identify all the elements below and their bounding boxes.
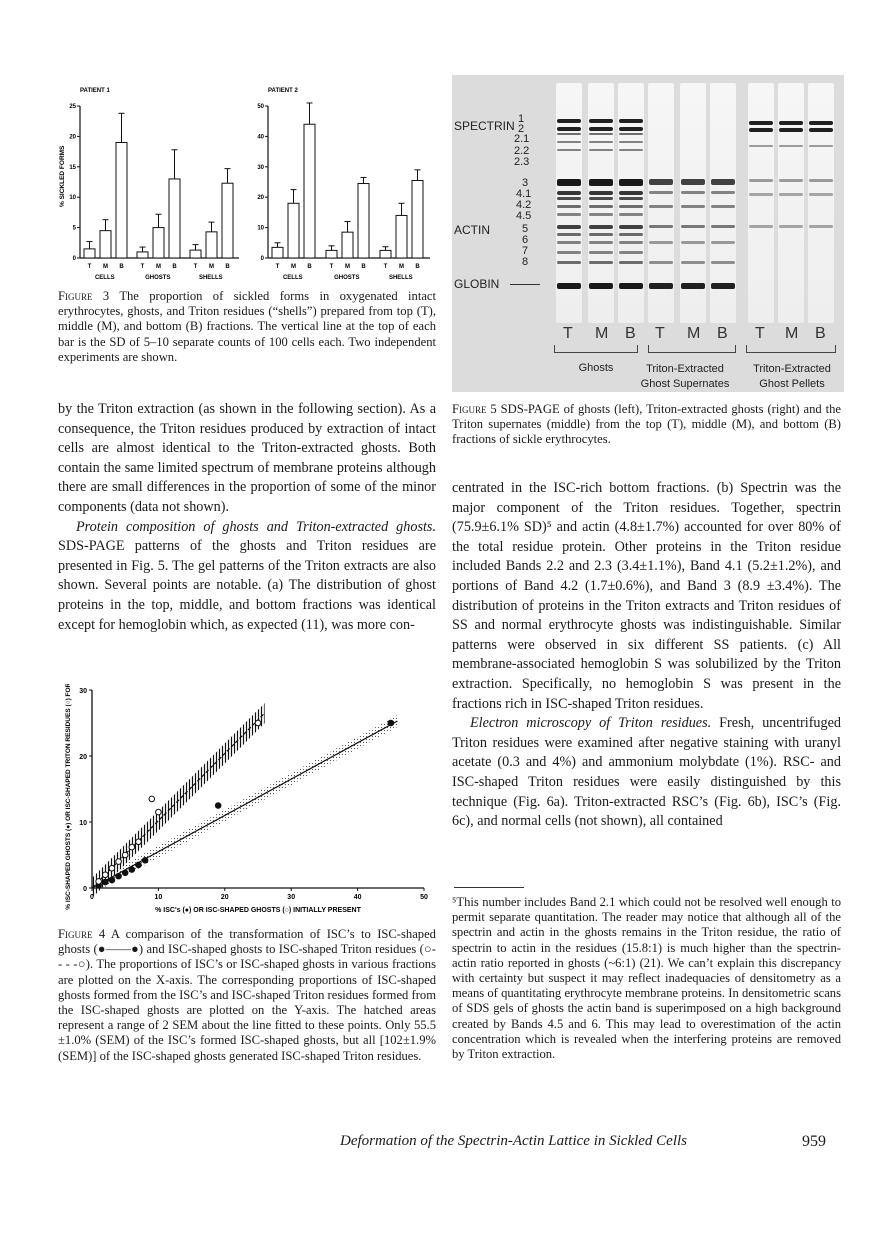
gel-band — [557, 127, 581, 131]
y-axis-label: % SICKLED FORMS — [59, 145, 66, 207]
figure-3-chart — [58, 82, 438, 290]
gel-band — [589, 197, 613, 200]
bar — [288, 203, 299, 258]
gel-band — [779, 179, 803, 182]
bar — [100, 231, 111, 258]
figure-4-chart — [62, 684, 440, 916]
gel-label-band-2-2: 2.2 — [514, 145, 530, 157]
bar — [412, 180, 423, 258]
gel-band — [619, 205, 643, 208]
gel-band — [557, 233, 581, 236]
gel-label-band-2: 2 — [518, 123, 525, 135]
lane-letter: T — [563, 325, 573, 342]
gel-band — [589, 127, 613, 131]
data-point-triton — [136, 839, 142, 845]
gel-label-band-5: 5 — [522, 223, 529, 235]
gel-band — [779, 225, 803, 228]
gel-band — [557, 213, 581, 216]
figure-3-caption-label: Figure 3 — [58, 289, 110, 303]
bar — [153, 228, 164, 258]
gel-band — [557, 197, 581, 200]
gel-band — [589, 141, 613, 143]
x-tick-label: 20 — [220, 894, 229, 901]
data-point-ghosts — [102, 879, 108, 885]
section-heading-electron-microscopy: Electron microscopy of Triton residues. — [470, 715, 712, 732]
bar-letter: B — [172, 264, 177, 270]
right-column-text — [452, 479, 841, 832]
group-label-ghosts: Ghosts — [578, 362, 614, 374]
group-label: SHELLS — [388, 275, 413, 281]
gel-band — [649, 179, 673, 185]
gel-band — [557, 149, 581, 151]
gel-label-globin: GLOBIN — [454, 277, 500, 291]
running-title: Deformation of the Spectrin-Actin Lattice in Sickled Cells — [340, 1133, 688, 1149]
gel-band — [749, 145, 773, 147]
lane-letter: B — [815, 325, 826, 342]
figure-5-caption-label: Figure 5 — [452, 402, 497, 416]
gel-band — [681, 179, 705, 185]
gel-band — [619, 179, 643, 186]
gel-band — [649, 241, 673, 244]
gel-band — [681, 261, 705, 264]
bar — [304, 124, 315, 258]
y-tick-label: 20 — [257, 195, 264, 202]
figure-5-caption — [452, 402, 841, 448]
gel-band — [711, 283, 735, 289]
gel-band — [619, 141, 643, 143]
gel-band — [589, 213, 613, 216]
bar — [222, 183, 233, 258]
bar-letter: T — [87, 264, 92, 270]
gel-band — [809, 225, 833, 228]
figure-4-caption — [58, 927, 436, 1064]
gel-band — [809, 193, 833, 196]
gel-band — [557, 261, 581, 264]
bar — [342, 232, 353, 258]
gel-band — [557, 225, 581, 229]
figure-3-panel-2 — [257, 88, 430, 281]
data-point-ghosts — [142, 857, 148, 863]
gel-band — [557, 191, 581, 195]
gel-band — [809, 145, 833, 147]
y-tick-label: 30 — [79, 688, 87, 695]
group-bracket-ghosts — [554, 345, 638, 353]
figure-3-panel-1 — [59, 88, 239, 281]
bar-letter: M — [209, 264, 214, 270]
y-axis-label: % ISC-SHAPED GHOSTS (●) OR ISC-SHAPED TRITON RESIDUES (○) FORMED — [65, 684, 72, 910]
gel-band — [619, 127, 643, 131]
gel-band — [619, 149, 643, 151]
x-tick-label: 30 — [287, 894, 296, 901]
left-paragraph-2 — [58, 518, 436, 636]
lane-letter: B — [625, 325, 636, 342]
data-point-ghosts — [122, 870, 128, 876]
bar — [137, 252, 148, 258]
lane-letter: T — [655, 325, 665, 342]
section-heading-protein-composition: Protein composition of ghosts and Triton-extracted ghosts. — [76, 518, 436, 535]
gel-lane — [648, 83, 674, 323]
gel-band — [619, 233, 643, 236]
y-tick-label: 25 — [69, 104, 76, 110]
x-tick-label: 0 — [90, 894, 94, 901]
gel-band — [779, 121, 803, 125]
figure-4 — [62, 684, 440, 916]
gel-band — [749, 193, 773, 196]
gel-band — [711, 261, 735, 264]
gel-band — [749, 128, 773, 132]
bar-letter: B — [119, 264, 124, 270]
group-label: GHOSTS — [145, 275, 171, 281]
bar — [169, 179, 180, 258]
lane-letter: B — [717, 325, 728, 342]
gel-lane — [556, 83, 582, 323]
y-tick-label: 10 — [69, 195, 76, 202]
panel-label: PATIENT 2 — [268, 88, 298, 94]
data-point-triton — [149, 796, 155, 802]
gel-band — [589, 149, 613, 151]
gel-band — [589, 283, 613, 289]
gel-band — [809, 179, 833, 182]
gel-band — [619, 119, 643, 123]
gel-band — [809, 128, 833, 132]
bar — [190, 250, 201, 258]
gel-band — [619, 251, 643, 254]
gel-label-actin: ACTIN — [454, 223, 490, 237]
gel-band — [711, 225, 735, 228]
gel-lane — [778, 83, 804, 323]
gel-lane — [618, 83, 644, 323]
data-point-ghosts — [116, 873, 122, 879]
group-label: SHELLS — [198, 275, 223, 281]
data-point-ghosts — [109, 877, 115, 883]
footnote-5: ⁵This number includes Band 2.1 which could not be resolved well enough to permit separate quantitation. The reader may notice that although all of the spectrin and actin in the ghosts remains in the Triton residue, the ratio of spectrin to actin in the residues (15.8:1) is much higher than the spectrin-actin ratio reported in ghosts (~6:1) (21). We can’t explain this discrepancy with certainty but suspect it may reflect inadequacies of densitometry as a means of quantitating erythrocyte membrane proteins. In densitometric scans of SDS gels of ghosts the actin band is superimposed on a high background created by Bands 4.5 and 6. This may lead to overestimation of the actin concentration which is revealed when the interfering proteins are removed by Triton extraction. — [452, 895, 841, 1062]
gel-label-band-2-1: 2.1 — [514, 133, 530, 145]
bar-letter: T — [140, 264, 145, 270]
lane-letter: T — [755, 325, 765, 342]
gel-band — [619, 225, 643, 229]
lane-letter: M — [687, 325, 701, 342]
left-column-text — [58, 400, 436, 635]
gel-label-band-3: 3 — [522, 177, 529, 189]
bar-letter: B — [307, 264, 312, 270]
data-point-ghosts — [215, 803, 221, 809]
gel-band — [589, 119, 613, 123]
y-tick-label: 50 — [257, 104, 264, 110]
gel-band — [589, 241, 613, 244]
y-tick-label: 20 — [69, 134, 76, 141]
group-bracket-supernates — [648, 345, 736, 353]
bar-letter: M — [156, 264, 161, 270]
gel-band — [619, 133, 643, 135]
gel-band — [557, 241, 581, 244]
x-tick-label: 40 — [353, 894, 362, 901]
gel-label-band-6: 6 — [522, 234, 529, 246]
data-point-ghosts — [129, 867, 135, 873]
gel-band — [557, 251, 581, 254]
y-tick-label: 0 — [83, 886, 87, 893]
y-tick-label: 0 — [260, 256, 264, 262]
gel-lane — [808, 83, 834, 323]
gel-band — [619, 283, 643, 289]
gel-band — [779, 193, 803, 196]
gel-label-band-4-5: 4.5 — [516, 210, 532, 222]
group-label: GHOSTS — [334, 275, 360, 281]
gel-band — [711, 241, 735, 244]
gel-lane — [680, 83, 706, 323]
bar-letter: T — [383, 264, 388, 270]
group-label-pellets: Triton-Extracted Ghost Pellets — [753, 363, 831, 390]
gel-band — [649, 261, 673, 264]
gel-label-band-1: 1 — [518, 113, 525, 125]
globin-pointer-line — [510, 284, 540, 285]
gel-band — [681, 241, 705, 244]
page-number: 959 — [802, 1133, 826, 1150]
bar — [358, 184, 369, 258]
data-point-ghosts — [388, 720, 394, 726]
gel-label-band-4-2: 4.2 — [516, 199, 532, 211]
gel-band — [681, 191, 705, 194]
data-point-triton — [129, 844, 135, 850]
gel-band — [681, 283, 705, 289]
gel-band — [619, 213, 643, 216]
y-tick-label: 30 — [257, 164, 264, 171]
group-bracket-pellets — [746, 345, 836, 353]
gel-label-band-8: 8 — [522, 256, 529, 268]
right-paragraph-2 — [452, 714, 841, 832]
gel-band — [557, 141, 581, 143]
gel-band — [749, 121, 773, 125]
gel-band — [589, 205, 613, 208]
gel-band — [619, 191, 643, 195]
bar — [206, 232, 217, 258]
gel-lane — [748, 83, 774, 323]
gel-band — [711, 179, 735, 185]
gel-band — [649, 205, 673, 208]
gel-band — [681, 205, 705, 208]
data-point-triton — [255, 720, 261, 726]
y-tick-label: 10 — [79, 820, 87, 827]
group-label-supernates: Triton-Extracted Ghost Supernates — [640, 363, 730, 390]
figure-5-gel — [452, 75, 844, 392]
figure-4-caption-label: Figure 4 — [58, 927, 106, 941]
bar — [84, 249, 95, 258]
bar — [326, 250, 337, 258]
gel-band — [681, 225, 705, 228]
y-tick-label: 20 — [79, 754, 87, 761]
gel-lane — [710, 83, 736, 323]
right-paragraph-2-text: Fresh, uncentrifuged Triton residues were examined after negative staining with uranyl acetate (0.3 and 4%) and ammonium molybdate (1%). RSC- and ISC-shaped Triton residues were easily distinguished by this technique (Fig. 6a). Triton-extracted RSC’s (Fig. 6b), ISC’s (Fig. 6c), and normal cells (not shown), all contained — [452, 715, 841, 830]
gel-band — [557, 283, 581, 289]
gel-band — [779, 128, 803, 132]
gel-band — [557, 205, 581, 208]
y-tick-label: 40 — [257, 134, 264, 141]
data-point-triton — [116, 859, 122, 865]
gel-band — [557, 119, 581, 123]
bar-letter: M — [291, 264, 296, 270]
right-paragraph-1: centrated in the ISC-rich bottom fractions. (b) Spectrin was the major component of the Triton residues. Together, spectrin (75.9±6.1% SD)⁵ and actin (4.8±1.7%) accounted for over 80% of the total residue protein. Other proteins in the Triton residue included Bands 2.2 and 2.3 (3.4±1.1%), Band 4.1 (5.2±1.2%), and portions of Band 4.2 (1.7±0.6%), and Band 3 (8.9 ±3.4%). The distribution of proteins in the Triton extracts and Triton residues of SS and normal erythrocyte ghosts was indistinguishable. Similar patterns were observed in six different SS patients. (c) All membrane-associated hemoglobin S was solubilized by the Triton extraction. Specifically, no hemoglobin S was present in the fractions rich in ISC-shaped Triton residues. — [452, 480, 841, 712]
bar-letter: T — [329, 264, 334, 270]
gel-band — [589, 191, 613, 195]
bar-letter: M — [103, 264, 108, 270]
gel-band — [711, 205, 735, 208]
gel-band — [589, 251, 613, 254]
gel-label-band-2-3: 2.3 — [514, 156, 530, 168]
gel-label-band-4-1: 4.1 — [516, 188, 532, 200]
bar — [380, 250, 391, 258]
gel-band — [589, 261, 613, 264]
figure-3 — [58, 82, 438, 290]
data-point-ghosts — [136, 862, 142, 868]
data-point-triton — [109, 865, 115, 871]
gel-band — [809, 121, 833, 125]
gel-band — [649, 283, 673, 289]
gel-band — [589, 225, 613, 229]
gel-label-band-7: 7 — [522, 245, 529, 257]
gel-band — [557, 179, 581, 186]
gel-label-spectrin: SPECTRIN — [454, 119, 515, 133]
bar-letter: T — [275, 264, 280, 270]
x-tick-label: 10 — [154, 894, 163, 901]
data-point-triton — [156, 809, 162, 815]
figure-5-caption-text: SDS-PAGE of ghosts (left), Triton-extracted ghosts (right) and the Triton supernates (middle) from the top (T), middle (M), and bottom (B) fractions of sickle erythrocytes. — [452, 402, 842, 447]
gel-band — [749, 225, 773, 228]
data-point-triton — [122, 852, 128, 858]
x-tick-label: 50 — [420, 894, 428, 901]
gel-band — [619, 197, 643, 200]
y-tick-label: 15 — [69, 164, 76, 171]
bar-letter: B — [361, 264, 366, 270]
gel-band — [649, 225, 673, 228]
gel-band — [711, 191, 735, 194]
gel-band — [749, 179, 773, 182]
gel-band — [589, 179, 613, 186]
gel-band — [779, 145, 803, 147]
bar-letter: M — [345, 264, 350, 270]
footnote-rule — [454, 887, 524, 888]
figure-4-caption-text: A comparison of the transformation of ISC’s to ISC-shaped ghosts (●——●) and ISC-shaped ghosts to ISC-shaped Triton residues (○- - - -○). The proportions of ISC’s or ISC-shaped ghosts in various fractions are plotted on the X-axis. The corresponding proportions of ISC-shaped ghosts formed from the ISC’s and ISC-shaped Triton residues formed from the ISC-shaped ghosts are plotted on the Y-axis. The hatched areas represent a range of 2 SEM about the line fitted to these points. Only 55.5 ±1.0% (SEM) of the ISC’s formed ISC-shaped ghosts, but all [102±1.9% (SEM)] of the ISC-shaped ghosts generated ISC-shaped Triton residues. — [58, 927, 436, 1063]
lane-letter: M — [785, 325, 799, 342]
panel-label: PATIENT 1 — [80, 88, 110, 94]
lane-letter: M — [595, 325, 609, 342]
bar — [116, 142, 127, 258]
bar — [396, 215, 407, 258]
gel-band — [619, 241, 643, 244]
figure-3-caption — [58, 289, 436, 365]
y-tick-label: 5 — [72, 225, 76, 232]
bar — [272, 247, 283, 258]
gel-band — [619, 261, 643, 264]
gel-band — [589, 233, 613, 236]
gel-band — [557, 133, 581, 135]
bar-letter: B — [225, 264, 230, 270]
x-axis-label: % ISC's (●) OR ISC-SHAPED GHOSTS (○) INITIALLY PRESENT — [155, 907, 361, 914]
gel-lane — [588, 83, 614, 323]
left-paragraph-2-text: SDS-PAGE patterns of the ghosts and Triton residues are presented in Fig. 5. The gel patterns of the Triton extracts are also shown. Several points are notable. (a) The distribution of ghost proteins in the top, middle, and bottom fractions was identical except for hemoglobin which, as expected (11), was more con- — [58, 538, 436, 633]
bar-letter: T — [193, 264, 198, 270]
bar-letter: B — [415, 264, 420, 270]
data-point-triton — [96, 879, 102, 885]
group-label: CELLS — [94, 275, 115, 281]
bar-letter: M — [399, 264, 404, 270]
group-label: CELLS — [282, 275, 303, 281]
y-tick-label: 10 — [257, 225, 264, 232]
gel-band — [589, 133, 613, 135]
figure-3-caption-text: The proportion of sickled forms in oxygenated intact erythrocytes, ghosts, and Triton residues (“shells”) prepared from top (T), middle (M), and bottom (B) fractions. The vertical line at the top of each bar is the SD of 5–10 separate counts of 100 cells each. Two independent experiments are shown. — [58, 289, 436, 364]
left-paragraph-1: by the Triton extraction (as shown in the following section). As a consequence, the Triton residues produced by extraction of intact cells are almost identical to the Triton-extracted ghosts. Both contain the same limited spectrum of membrane proteins although there are small differences in the proportion of some of the minor components (data not shown). — [58, 401, 436, 515]
gel-band — [649, 191, 673, 194]
y-tick-label: 0 — [72, 256, 76, 262]
data-point-triton — [102, 872, 108, 878]
